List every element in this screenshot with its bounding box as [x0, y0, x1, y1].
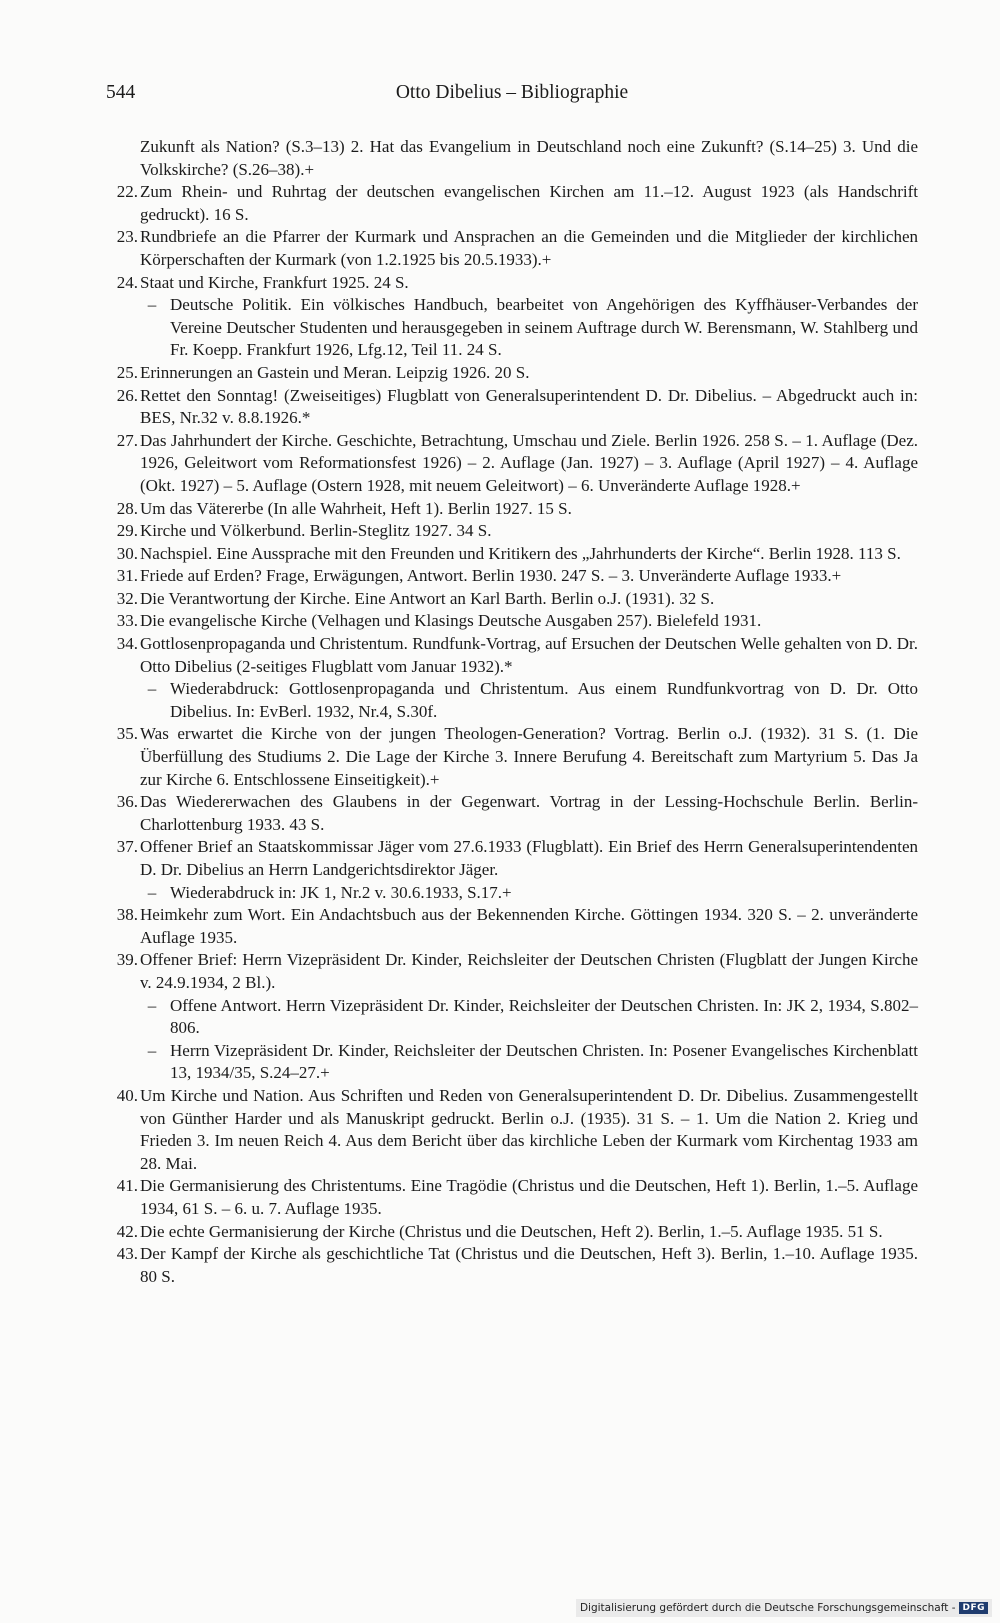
entry-text: Friede auf Erden? Frage, Erwägungen, Antwort. Berlin 1930. 247 S. – 3. Unveränderte Auflage 1933.+ — [140, 566, 842, 586]
sub-entry — [140, 1040, 918, 1085]
sub-entry-text: Herrn Vizepräsident Dr. Kinder, Reichsleiter der Deutschen Christen. In: Posener Evangelisches Kirchenblatt 13, 1934/35, S.24–27.+ — [170, 1040, 918, 1083]
bibliography-entry — [106, 1243, 918, 1288]
entry-text: Heimkehr zum Wort. Ein Andachtsbuch aus der Bekennenden Kirche. Göttingen 1934. 320 S. – 2. unveränderte Auflage 1935. — [140, 905, 918, 947]
continued-entry — [106, 136, 918, 181]
bibliography-entry — [106, 610, 918, 633]
entry-number: 34. — [116, 634, 138, 654]
bibliography-entry — [106, 588, 918, 611]
sub-entry-dash: – — [147, 295, 157, 315]
bibliography-entry — [106, 226, 918, 271]
entry-number: 26. — [116, 385, 138, 405]
entry-text: Die Verantwortung der Kirche. Eine Antwort an Karl Barth. Berlin o.J. (1931). 32 S. — [140, 588, 715, 608]
sub-entry — [140, 678, 918, 723]
bibliography-entry — [106, 904, 918, 949]
bibliography-entry — [106, 633, 918, 723]
page-header — [106, 82, 918, 112]
bibliography-entry — [106, 1175, 918, 1220]
entry-number: 22. — [116, 182, 138, 202]
entry-number: 23. — [116, 227, 138, 247]
bibliography-entry — [106, 1085, 918, 1175]
entry-number: 25. — [116, 362, 138, 382]
sub-entry-text: Wiederabdruck in: JK 1, Nr.2 v. 30.6.1933, S.17.+ — [170, 882, 512, 902]
sub-entry-text: Offene Antwort. Herrn Vizepräsident Dr. Kinder, Reichsleiter der Deutschen Christen. In: JK 2, 1934, S.802–806. — [170, 995, 918, 1038]
entries — [106, 181, 918, 1288]
entry-text: Nachspiel. Eine Aussprache mit den Freunden und Kritikern des „Jahrhunderts der Kirche“. Berlin 1928. 113 S. — [140, 543, 901, 563]
bibliography-entry — [106, 836, 918, 904]
footer-note: Digitalisierung gefördert durch die Deutsche Forschungsgemeinschaft - — [579, 1602, 956, 1614]
running-title: Otto Dibelius – Bibliographie — [395, 82, 629, 103]
bibliography-entry — [106, 565, 918, 588]
sub-entry-dash: – — [147, 995, 157, 1015]
bibliography-entry — [106, 520, 918, 543]
entry-text: Zukunft als Nation? (S.3–13) 2. Hat das Evangelium in Deutschland noch eine Zukunft? (S.14–25) 3. Und die Volkskirche? (S.26–38).+ — [140, 137, 918, 179]
entry-number: 43. — [116, 1244, 138, 1264]
sub-entry — [140, 882, 918, 905]
entry-number: 29. — [116, 521, 138, 541]
entry-number: 37. — [116, 837, 138, 857]
sub-entry-text: Deutsche Politik. Ein völkisches Handbuch, bearbeitet von Angehörigen des Kyffhäuser-Verbandes der Vereine Deutscher Studenten und herausgegeben in seinem Auftrage durch W. Berensmann, W. Stahlberg und Fr. Koepp. Frankfurt 1926, Lfg.12, Teil 11. 24 S. — [170, 295, 918, 360]
sub-entry-dash: – — [147, 679, 157, 699]
page-number: 544 — [106, 82, 136, 103]
dfg-logo: DFG — [959, 1602, 988, 1614]
entry-number: 40. — [116, 1085, 138, 1105]
bibliography-list — [106, 136, 918, 1288]
entry-text: Erinnerungen an Gastein und Meran. Leipzig 1926. 20 S. — [140, 362, 530, 382]
sub-entry — [140, 294, 918, 362]
entry-text: Staat und Kirche, Frankfurt 1925. 24 S. — [140, 272, 409, 292]
entry-number: 33. — [116, 611, 138, 631]
entry-text: Die Germanisierung des Christentums. Eine Tragödie (Christus und die Deutschen, Heft 1). Berlin, 1.–5. Auflage 1934, 61 S. – 6. u. 7. Auflage 1935. — [140, 1176, 918, 1218]
entry-number: 35. — [116, 724, 138, 744]
bibliography-entry — [106, 949, 918, 1085]
sub-entry-text: Wiederabdruck: Gottlosenpropaganda und Christentum. Aus einem Rundfunkvortrag von D. Dr. Otto Dibelius. In: EvBerl. 1932, Nr.4, S.30f. — [170, 679, 918, 721]
entry-text: Die echte Germanisierung der Kirche (Christus und die Deutschen, Heft 2). Berlin, 1.–5. Auflage 1935. 51 S. — [140, 1221, 883, 1241]
entry-number: 36. — [116, 792, 138, 812]
sub-entry-dash: – — [147, 1040, 157, 1060]
bibliography-entry — [106, 362, 918, 385]
entry-number: 28. — [116, 498, 138, 518]
bibliography-entry — [106, 791, 918, 836]
entry-number: 27. — [116, 430, 138, 450]
entry-text: Rettet den Sonntag! (Zweiseitiges) Flugblatt von Generalsuperintendent D. Dr. Dibelius. – Abgedruckt auch in: BES, Nr.32 v. 8.8.1926.* — [140, 385, 918, 428]
bibliography-entry — [106, 543, 918, 566]
entry-number: 24. — [116, 272, 138, 292]
entry-text: Die evangelische Kirche (Velhagen und Klasings Deutsche Ausgaben 257). Bielefeld 1931. — [140, 611, 762, 631]
entry-text: Zum Rhein- und Ruhrtag der deutschen evangelischen Kirchen am 11.–12. August 1923 (als Handschrift gedruckt). 16 S. — [140, 182, 918, 224]
entry-text: Das Jahrhundert der Kirche. Geschichte, Betrachtung, Umschau und Ziele. Berlin 1926. 258 S. – 1. Auflage (Dez. 1926, Geleitwort vom Reformationsfest 1926) – 2. Auflage (Jan. 1927) – 3. Auflage (April 1927) – 4. Auflage (Okt. 1927) – 5. Auflage (Ostern 1928, mit neuem Geleitwort) – 6. Unveränderte Auflage 1928.+ — [140, 430, 918, 495]
entry-number: 31. — [116, 566, 138, 586]
entry-text: Kirche und Völkerbund. Berlin-Steglitz 1927. 34 S. — [140, 521, 492, 541]
bibliography-entry — [106, 385, 918, 430]
digitization-footer — [576, 1599, 992, 1617]
entry-number: 30. — [116, 543, 138, 563]
entry-number: 39. — [116, 950, 138, 970]
entry-text: Das Wiedererwachen des Glaubens in der Gegenwart. Vortrag in der Lessing-Hochschule Berlin. Berlin-Charlottenburg 1933. 43 S. — [140, 792, 918, 834]
entry-number: 32. — [116, 588, 138, 608]
bibliography-entry — [106, 430, 918, 498]
entry-text: Um das Vätererbe (In alle Wahrheit, Heft 1). Berlin 1927. 15 S. — [140, 498, 572, 518]
entry-text: Um Kirche und Nation. Aus Schriften und Reden von Generalsuperintendent D. Dr. Dibelius. Zusammengestellt von Günther Harder und als Manuskript gedruckt. Berlin o.J. (1935). 31 S. – 1. Um die Nation 2. Krieg und Frieden 3. Im neuen Reich 4. Aus dem Bericht über das kirchliche Leben der Kurmark vom Kirchentag 1933 am 28. Mai. — [140, 1085, 918, 1173]
sub-entry — [140, 995, 918, 1040]
bibliography-entry — [106, 272, 918, 362]
bibliography-entry — [106, 498, 918, 521]
entry-text: Was erwartet die Kirche von der jungen Theologen-Generation? Vortrag. Berlin o.J. (1932). 31 S. (1. Die Überfüllung des Studiums 2. Die Lage der Kirche 3. Innere Berufung 4. Bereitschaft zum Martyrium 5. Das Ja zur Kirche 6. Entschlossene Einseitigkeit).+ — [140, 724, 918, 789]
sub-entry-dash: – — [147, 882, 157, 902]
bibliography-entry — [106, 181, 918, 226]
entry-number: 42. — [116, 1221, 138, 1241]
entry-text: Offener Brief: Herrn Vizepräsident Dr. Kinder, Reichsleiter der Deutschen Christen (Flugblatt der Jungen Kirche v. 24.9.1934, 2 Bl.). — [140, 950, 918, 992]
entry-number: 41. — [116, 1176, 138, 1196]
entry-text: Gottlosenpropaganda und Christentum. Rundfunk-Vortrag, auf Ersuchen der Deutschen Welle gehalten von D. Dr. Otto Dibelius (2-seitiges Flugblatt vom Januar 1932).* — [140, 634, 918, 676]
entry-text: Der Kampf der Kirche als geschichtliche Tat (Christus und die Deutschen, Heft 3). Berlin, 1.–10. Auflage 1935. 80 S. — [140, 1244, 918, 1286]
bibliography-entry — [106, 1221, 918, 1244]
entry-number: 38. — [116, 905, 138, 925]
bibliography-entry — [106, 723, 918, 791]
entry-text: Rundbriefe an die Pfarrer der Kurmark und Ansprachen an die Gemeinden und die Mitglieder der kirchlichen Körperschaften der Kurmark (von 1.2.1925 bis 20.5.1933).+ — [140, 227, 918, 269]
entry-text: Offener Brief an Staatskommissar Jäger vom 27.6.1933 (Flugblatt). Ein Brief des Herrn Generalsuperintendenten D. Dr. Dibelius an Herrn Landgerichtsdirektor Jäger. — [140, 837, 918, 879]
